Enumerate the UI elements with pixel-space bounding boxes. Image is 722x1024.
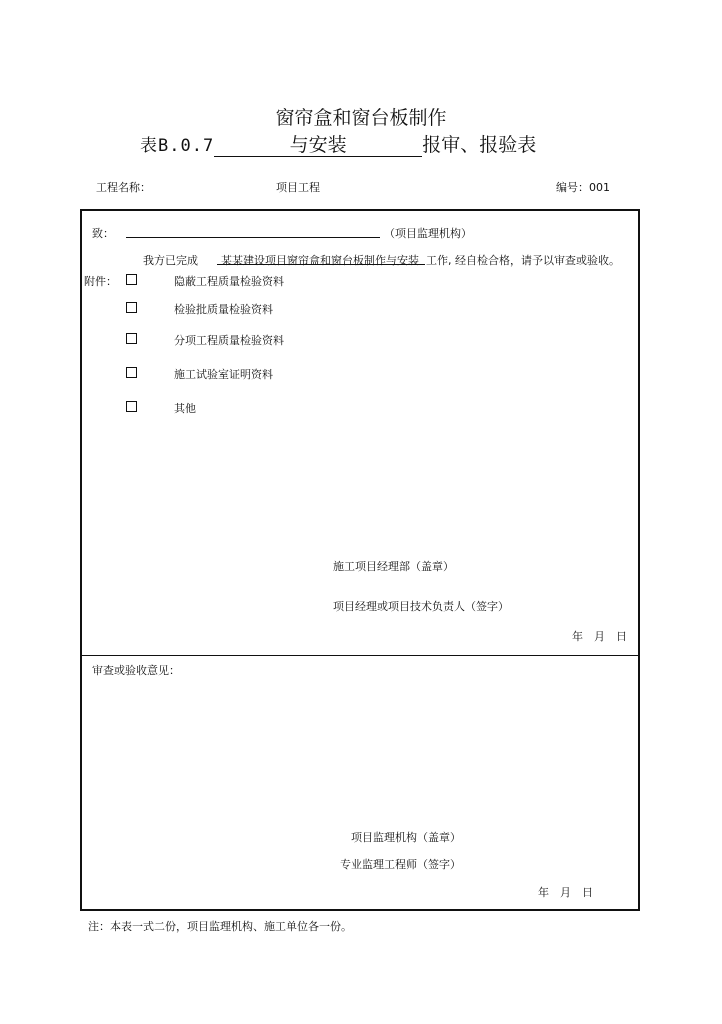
top-date: 年 月 日 [572,630,627,643]
form-number-value: 001 [589,181,610,194]
completed-work-underline [217,264,425,265]
form-title-middle: 与安装 [214,134,422,157]
to-underline [126,237,380,238]
checkbox[interactable] [126,367,137,378]
attachment-item[interactable] [126,401,196,415]
completed-work: 某某建设项目窗帘盒和窗台板制作与安装 [221,254,419,267]
supervision-stamp: 项目监理机构（盖章） [351,831,461,844]
attachment-label: 隐蔽工程质量检验资料 [174,275,284,288]
form-number [556,179,610,195]
attachment-label: 检验批质量检验资料 [174,303,273,316]
checkbox[interactable] [126,401,137,412]
completed-prefix: 我方已完成 [143,254,198,267]
attachment-label: 其他 [174,402,196,415]
dept-stamp: 施工项目经理部（盖章） [333,560,454,573]
attachment-item[interactable] [126,274,284,288]
engineer-signature: 专业监理工程师（签字） [340,858,461,871]
checkbox[interactable] [126,333,137,344]
form-title-line1: 窗帘盒和窗台板制作 [275,107,447,129]
section-divider [80,655,640,656]
form-title-suffix: 报审、报验表 [422,134,537,156]
opinion-label: 审查或验收意见： [92,664,180,677]
bottom-date: 年 月 日 [538,886,593,899]
checkbox[interactable] [126,274,137,285]
attachment-item[interactable] [126,367,273,381]
attachment-item[interactable] [126,302,273,316]
attachment-label: 施工试验室证明资料 [174,368,273,381]
attachments-label: 附件： [84,275,117,288]
to-label: 致： [92,227,114,240]
project-name-label: 工程名称： [96,181,151,194]
attachment-item[interactable] [126,333,284,347]
completed-suffix: 工作, 经自检合格，请予以审查或验收。 [426,254,620,267]
footer-note: 注：本表一式二份，项目监理机构、施工单位各一份。 [88,920,352,933]
project-name-value: 项目工程 [276,181,320,194]
form-title-line2 [140,130,536,157]
attachment-label: 分项工程质量检验资料 [174,334,284,347]
form-number-label: 编号： [556,181,589,194]
form-code: 表B.0.7 [140,136,215,156]
checkbox[interactable] [126,302,137,313]
to-org: （项目监理机构） [384,227,472,240]
manager-signature: 项目经理或项目技术负责人（签字） [333,600,509,613]
